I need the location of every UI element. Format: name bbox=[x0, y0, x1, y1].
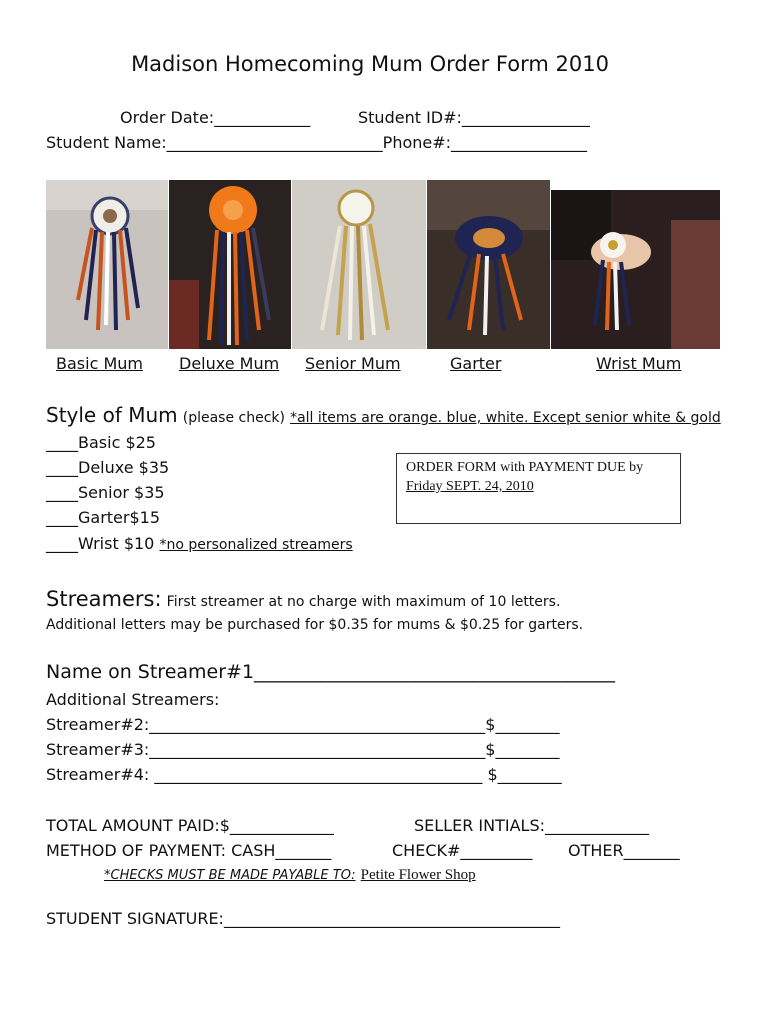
student-id-field[interactable]: Student ID#:________________ bbox=[358, 108, 590, 127]
caption-wrist-mum: Wrist Mum bbox=[596, 354, 682, 373]
streamers-line-2: Additional letters may be purchased for $0.35 for mums & $0.25 for garters. bbox=[46, 617, 584, 633]
caption-deluxe-mum: Deluxe Mum bbox=[179, 354, 280, 373]
payable-to-row bbox=[104, 864, 476, 884]
option-senior[interactable]: ____Senior $35 bbox=[46, 483, 165, 502]
caption-basic-mum: Basic Mum bbox=[56, 354, 143, 373]
caption-senior-mum: Senior Mum bbox=[305, 354, 401, 373]
senior-mum-photo bbox=[292, 180, 426, 349]
total-amount-field[interactable]: TOTAL AMOUNT PAID:$_____________ bbox=[46, 816, 334, 835]
payment-method-cash[interactable]: METHOD OF PAYMENT: CASH_______ bbox=[46, 841, 332, 860]
due-line-1: ORDER FORM with PAYMENT DUE by bbox=[406, 460, 644, 475]
streamer-4-field[interactable]: Streamer#4: _________________________________________ $________ bbox=[46, 765, 562, 784]
wrist-mum-photo bbox=[551, 190, 720, 349]
streamers-heading: Streamers: bbox=[46, 587, 162, 611]
style-note: *all items are orange. blue, white. Except senior white & gold bbox=[290, 410, 721, 426]
basic-mum-photo bbox=[46, 180, 168, 349]
student-name-phone-field[interactable]: Student Name:___________________________Phone#:_________________ bbox=[46, 133, 588, 152]
caption-garter: Garter bbox=[450, 354, 502, 373]
deluxe-mum-photo bbox=[169, 180, 291, 349]
seller-initials-field[interactable]: SELLER INTIALS:_____________ bbox=[414, 816, 649, 835]
due-line-2: Friday SEPT. 24, 2010 bbox=[406, 479, 534, 494]
streamer-1-field[interactable]: Name on Streamer#1______________________________________ bbox=[46, 661, 616, 683]
payment-method-other[interactable]: OTHER_______ bbox=[568, 841, 680, 860]
streamer-2-field[interactable]: Streamer#2:__________________________________________$________ bbox=[46, 715, 560, 734]
option-wrist-row bbox=[46, 534, 353, 553]
style-instruction: (please check) bbox=[182, 410, 285, 426]
option-garter[interactable]: ____Garter$15 bbox=[46, 508, 161, 527]
payable-to-name: Petite Flower Shop bbox=[360, 867, 476, 883]
streamers-line-1: First streamer at no charge with maximum of 10 letters. bbox=[166, 594, 561, 610]
order-date-field[interactable]: Order Date:____________ bbox=[120, 108, 311, 127]
streamers-heading-row bbox=[46, 587, 560, 611]
style-of-mum-heading bbox=[46, 403, 721, 427]
option-wrist[interactable]: ____Wrist $10 bbox=[46, 534, 155, 553]
option-basic[interactable]: ____Basic $25 bbox=[46, 433, 156, 452]
style-heading-text: Style of Mum bbox=[46, 403, 178, 427]
page-title: Madison Homecoming Mum Order Form 2010 bbox=[131, 52, 609, 76]
garter-photo bbox=[427, 180, 550, 349]
payable-label: *CHECKS MUST BE MADE PAYABLE TO: bbox=[104, 868, 356, 883]
student-signature-field[interactable]: STUDENT SIGNATURE:__________________________________________ bbox=[46, 909, 560, 928]
payment-due-box bbox=[396, 453, 681, 524]
additional-streamers-label: Additional Streamers: bbox=[46, 690, 220, 709]
option-deluxe[interactable]: ____Deluxe $35 bbox=[46, 458, 170, 477]
streamer-3-field[interactable]: Streamer#3:__________________________________________$________ bbox=[46, 740, 560, 759]
payment-method-check[interactable]: CHECK#_________ bbox=[392, 841, 533, 860]
wrist-note: *no personalized streamers bbox=[159, 537, 353, 553]
